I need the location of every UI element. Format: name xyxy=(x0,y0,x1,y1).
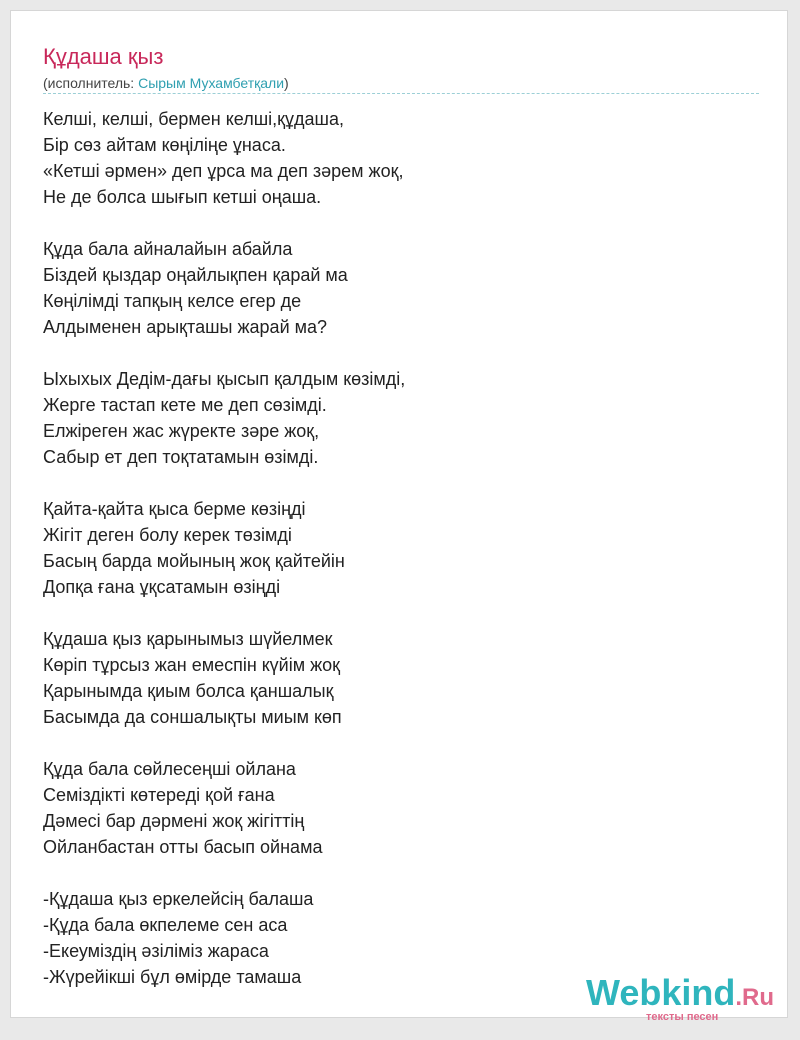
song-title: Құдаша қыз xyxy=(43,44,164,69)
lyrics-page xyxy=(10,10,788,1023)
stanza xyxy=(43,366,743,470)
lyric-line: -Құдаша қыз еркелейсің балаша xyxy=(43,889,314,909)
site-logo[interactable] xyxy=(586,972,786,1023)
lyric-line: Алдыменен арықташы жарай ма? xyxy=(43,317,328,337)
lyric-line: Жерге тастап кете ме деп сөзімді. xyxy=(43,395,327,415)
lyric-line: Дәмесі бар дәрмені жоқ жігіттің xyxy=(43,811,305,831)
lyric-line: Елжіреген жас жүректе зәре жоқ, xyxy=(43,421,320,441)
artist-line xyxy=(43,74,289,92)
lyrics-body xyxy=(43,106,743,1016)
lyric-line: Қарынымда қиым болса қаншалық xyxy=(43,681,334,701)
lyric-line: Құда бала айналайын абайла xyxy=(43,239,293,259)
logo-tld: .Ru xyxy=(735,984,775,1011)
stanza xyxy=(43,106,743,210)
lyric-line: Біздей қыздар оңайлықпен қарай ма xyxy=(43,265,348,285)
stanza xyxy=(43,236,743,340)
lyric-line: Не де болса шығып кетші оңаша. xyxy=(43,187,322,207)
lyric-line: Бір сөз айтам көңіліңе ұнаса. xyxy=(43,135,286,155)
lyric-line: Ыхыхых Дедім-дағы қысып қалдым көзімді, xyxy=(43,369,406,389)
stanza xyxy=(43,756,743,860)
artist-suffix: ) xyxy=(284,75,289,91)
lyric-line: -Екеуміздің әзіліміз жараса xyxy=(43,941,269,961)
stanza xyxy=(43,626,743,730)
lyric-line: Көріп тұрсыз жан емеспін күйім жоқ xyxy=(43,655,341,675)
lyric-line: Семіздікті көтереді қой ғана xyxy=(43,785,275,805)
lyric-line: Құда бала сөйлесеңші ойлана xyxy=(43,759,296,779)
artist-link[interactable]: Сырым Мухамбетқали xyxy=(138,75,285,91)
lyric-line: -Құда бала өкпелеме сен аса xyxy=(43,915,288,935)
logo-name: Webkind xyxy=(586,972,736,1013)
lyric-line: «Кетші әрмен» деп ұрса ма деп зәрем жоқ, xyxy=(43,161,404,181)
lyric-line: Қайта-қайта қыса берме көзіңді xyxy=(43,499,306,519)
title-divider xyxy=(43,93,759,94)
logo-tagline: тексты песен xyxy=(646,1011,719,1023)
lyric-line: Келші, келші, бермен келші,құдаша, xyxy=(43,109,345,129)
artist-prefix: (исполнитель: xyxy=(43,75,139,91)
lyric-line: Басымда да соншалықты миым көп xyxy=(43,707,342,727)
lyric-line: -Жүрейікші бұл өмірде тамаша xyxy=(43,967,302,987)
lyric-line: Допқа ғана ұқсатамын өзіңді xyxy=(43,577,281,597)
lyric-line: Жігіт деген болу керек төзімді xyxy=(43,525,292,545)
stanza xyxy=(43,496,743,600)
lyric-line: Сабыр ет деп тоқтатамын өзімді. xyxy=(43,447,319,467)
lyric-line: Құдаша қыз қарынымыз шүйелмек xyxy=(43,629,333,649)
lyric-line: Көңілімді тапқың келсе егер де xyxy=(43,291,302,311)
lyric-line: Басың барда мойының жоқ қайтейін xyxy=(43,551,345,571)
lyric-line: Ойланбастан отты басып ойнама xyxy=(43,837,323,857)
